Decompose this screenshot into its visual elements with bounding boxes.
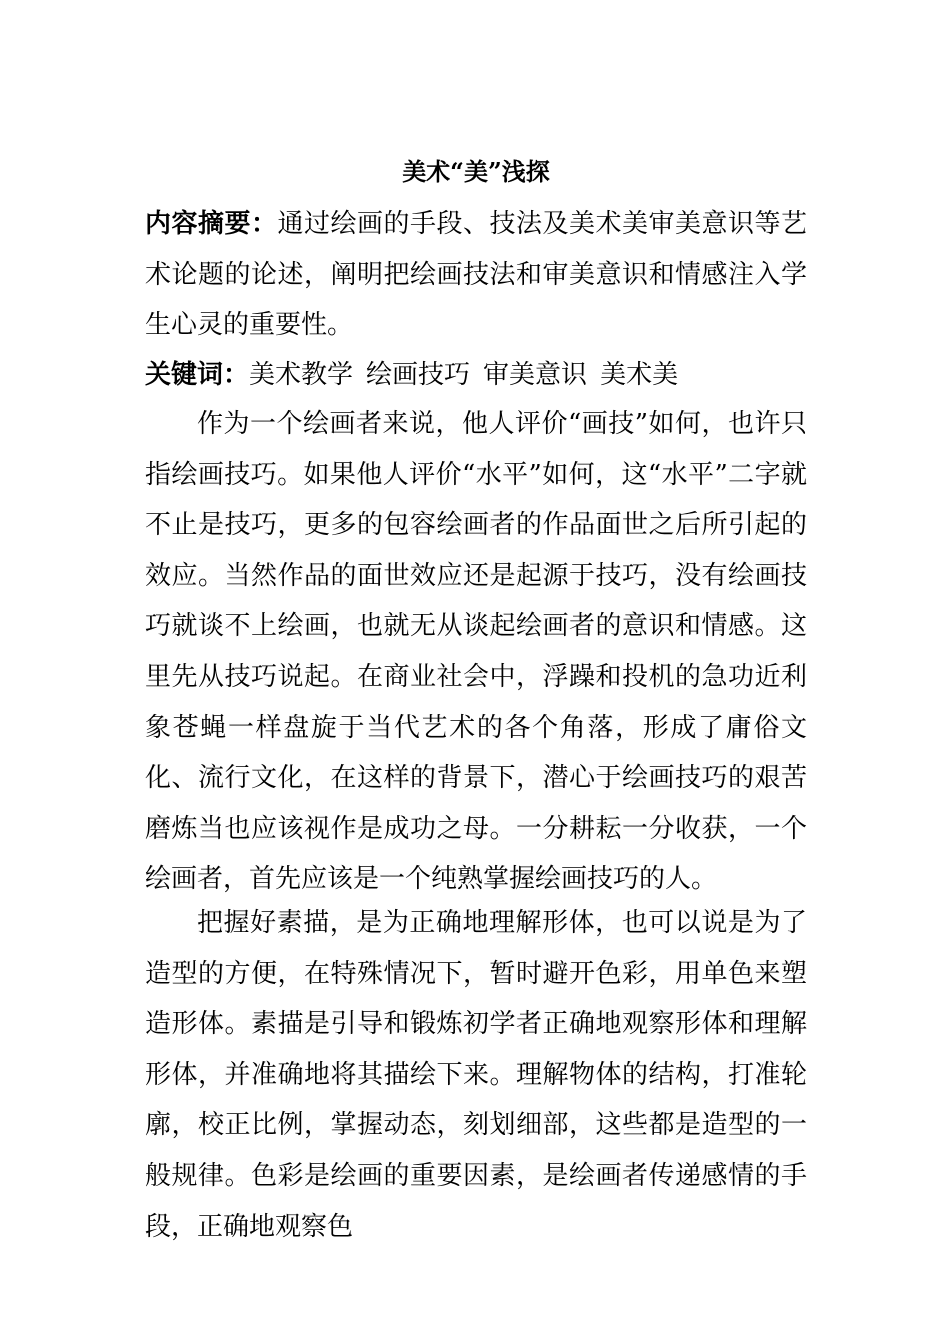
document-title: 美术“美”浅探 [402, 157, 550, 186]
abstract-text: 通过绘画的手段、技法及美术美审美意识等艺术论题的论述，阐明把绘画技法和审美意识和情感注入学生心灵的重要性。 [145, 209, 807, 341]
body-paragraph-1: 作为一个绘画者来说，他人评价“画技”如何，也许只指绘画技巧。如果他人评价“水平”如何，这“水平”二字就不止是技巧，更多的包容绘画者的作品面世之后所引起的效应。当然作品的面世效应还是起源于技巧，没有绘画技巧就谈不上绘画，也就无从谈起绘画者的意识和情感。这里先从技巧说起。在商业社会中，浮躁和投机的急功近利象苍蝇一样盘旋于当代艺术的各个角落，形成了庸俗文化、流行文化，在这样的背景下，潜心于绘画技巧的艰苦磨炼当也应该视作是成功之母。一分耕耘一分收获，一个绘画者，首先应该是一个纯熟掌握绘画技巧的人。 [145, 409, 807, 895]
keyword-item: 美术教学 [249, 360, 354, 390]
keyword-item: 绘画技巧 [366, 360, 471, 390]
keywords-section [145, 350, 807, 401]
abstract-section [145, 199, 807, 351]
keyword-item: 审美意识 [483, 360, 588, 390]
body-paragraph-2: 把握好素描，是为正确地理解形体，也可以说是为了造型的方便，在特殊情况下，暂时避开色彩，用单色来塑造形体。素描是引导和锻炼初学者正确地观察形体和理解形体，并准确地将其描绘下来。理解物体的结构，打准轮廓，校正比例，掌握动态，刻划细部，这些都是造型的一般规律。色彩是绘画的重要因素，是绘画者传递感情的手段，正确地观察色 [145, 908, 807, 1242]
keyword-item: 美术美 [600, 360, 679, 390]
abstract-label: 内容摘要： [145, 209, 278, 239]
keywords-label: 关键词： [145, 360, 250, 390]
